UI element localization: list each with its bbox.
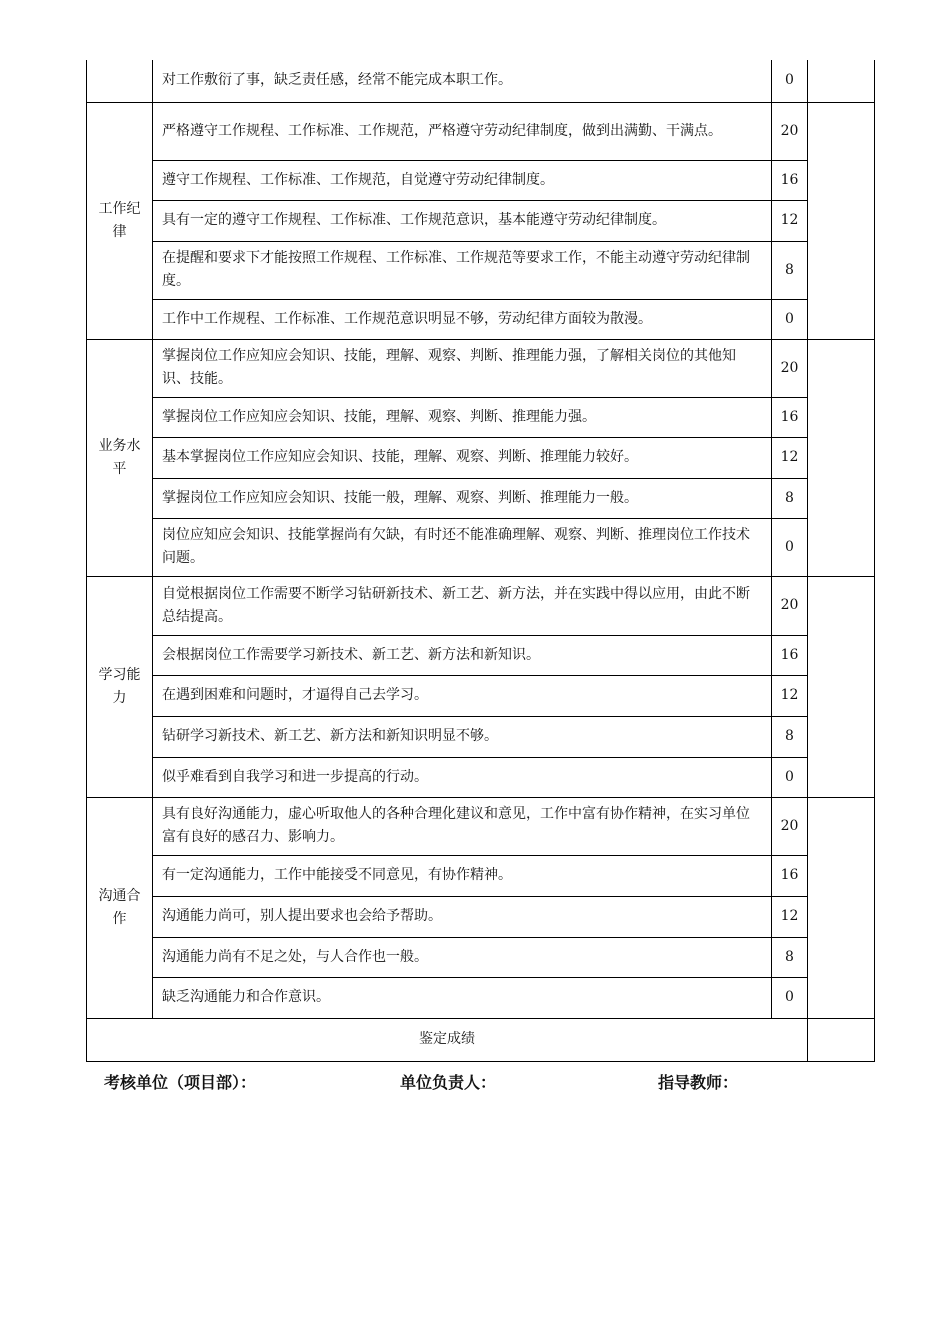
criterion-cell: 对工作敷衍了事，缺乏责任感，经常不能完成本职工作。 (153, 60, 772, 102)
criterion-cell: 严格遵守工作规程、工作标准、工作规范，严格遵守劳动纪律制度，做到出满勤、干满点。 (153, 102, 772, 160)
table-row (87, 437, 875, 478)
score-cell: 8 (772, 478, 808, 518)
criterion-cell: 遵守工作规程、工作标准、工作规范，自觉遵守劳动纪律制度。 (153, 160, 772, 200)
criterion-cell: 工作中工作规程、工作标准、工作规范意识明显不够，劳动纪律方面较为散漫。 (153, 299, 772, 339)
table-row (87, 716, 875, 757)
table-row (87, 397, 875, 437)
total-grade-cell (808, 1018, 875, 1061)
criterion-cell: 有一定沟通能力，工作中能接受不同意见，有协作精神。 (153, 855, 772, 896)
score-cell: 0 (772, 299, 808, 339)
grade-cell (808, 339, 875, 576)
table-row (87, 896, 875, 937)
table-row (87, 797, 875, 855)
score-cell: 12 (772, 437, 808, 478)
category-cell (87, 60, 153, 102)
signature-footer (0, 1070, 950, 1094)
table-row (87, 675, 875, 716)
score-cell: 0 (772, 977, 808, 1018)
table-row (87, 299, 875, 339)
score-cell: 16 (772, 855, 808, 896)
category-cell-work-discipline: 工作纪律 (87, 102, 153, 339)
criterion-cell: 似乎难看到自我学习和进一步提高的行动。 (153, 757, 772, 797)
score-cell: 8 (772, 937, 808, 977)
table-row (87, 200, 875, 241)
criterion-cell: 钻研学习新技术、新工艺、新方法和新知识明显不够。 (153, 716, 772, 757)
table-row (87, 635, 875, 675)
grade-cell (808, 102, 875, 339)
score-cell: 20 (772, 576, 808, 635)
category-cell-learning-ability: 学习能力 (87, 576, 153, 797)
criterion-cell: 掌握岗位工作应知应会知识、技能，理解、观察、判断、推理能力强。 (153, 397, 772, 437)
table-row (87, 160, 875, 200)
table-row (87, 937, 875, 977)
grade-cell (808, 576, 875, 797)
category-cell-communication: 沟通合作 (87, 797, 153, 1018)
criterion-cell: 基本掌握岗位工作应知应会知识、技能，理解、观察、判断、推理能力较好。 (153, 437, 772, 478)
table-row (87, 977, 875, 1018)
criterion-cell: 自觉根据岗位工作需要不断学习钻研新技术、新工艺、新方法，并在实践中得以应用，由此不断总结提高。 (153, 576, 772, 635)
criterion-cell: 在提醒和要求下才能按照工作规程、工作标准、工作规范等要求工作，不能主动遵守劳动纪律制度。 (153, 241, 772, 299)
criterion-cell: 岗位应知应会知识、技能掌握尚有欠缺，有时还不能准确理解、观察、判断、推理岗位工作技术问题。 (153, 518, 772, 576)
table-row (87, 518, 875, 576)
grade-cell (808, 60, 875, 102)
criterion-cell: 在遇到困难和问题时，才逼得自己去学习。 (153, 675, 772, 716)
criterion-cell: 掌握岗位工作应知应会知识、技能一般，理解、观察、判断、推理能力一般。 (153, 478, 772, 518)
table-row (87, 576, 875, 635)
table-row (87, 339, 875, 397)
criterion-cell: 具有一定的遵守工作规程、工作标准、工作规范意识，基本能遵守劳动纪律制度。 (153, 200, 772, 241)
score-cell: 16 (772, 160, 808, 200)
table-row (87, 757, 875, 797)
instructor-label: 指导教师： (658, 1073, 739, 1092)
score-cell: 8 (772, 716, 808, 757)
criterion-cell: 掌握岗位工作应知应会知识、技能，理解、观察、判断、推理能力强，了解相关岗位的其他知识、技能。 (153, 339, 772, 397)
criterion-cell: 沟通能力尚有不足之处，与人合作也一般。 (153, 937, 772, 977)
evaluation-table (86, 60, 875, 1062)
assessment-unit-label: 考核单位（项目部）： (104, 1073, 257, 1092)
table-row (87, 60, 875, 102)
table-row (87, 241, 875, 299)
score-cell: 0 (772, 518, 808, 576)
score-cell: 12 (772, 675, 808, 716)
criterion-cell: 具有良好沟通能力，虚心听取他人的各种合理化建议和意见，工作中富有协作精神，在实习单位富有良好的感召力、影响力。 (153, 797, 772, 855)
score-cell: 20 (772, 102, 808, 160)
criterion-cell: 沟通能力尚可，别人提出要求也会给予帮助。 (153, 896, 772, 937)
total-label-cell: 鉴定成绩 (87, 1018, 808, 1061)
unit-leader-label: 单位负责人： (400, 1073, 497, 1092)
total-row (87, 1018, 875, 1061)
score-cell: 20 (772, 339, 808, 397)
score-cell: 12 (772, 200, 808, 241)
score-cell: 8 (772, 241, 808, 299)
criterion-cell: 缺乏沟通能力和合作意识。 (153, 977, 772, 1018)
score-cell: 0 (772, 757, 808, 797)
table-row (87, 102, 875, 160)
score-cell: 16 (772, 397, 808, 437)
score-cell: 12 (772, 896, 808, 937)
table-row (87, 855, 875, 896)
category-cell-business-level: 业务水平 (87, 339, 153, 576)
grade-cell (808, 797, 875, 1018)
score-cell: 20 (772, 797, 808, 855)
score-cell: 0 (772, 60, 808, 102)
criterion-cell: 会根据岗位工作需要学习新技术、新工艺、新方法和新知识。 (153, 635, 772, 675)
table-row (87, 478, 875, 518)
score-cell: 16 (772, 635, 808, 675)
